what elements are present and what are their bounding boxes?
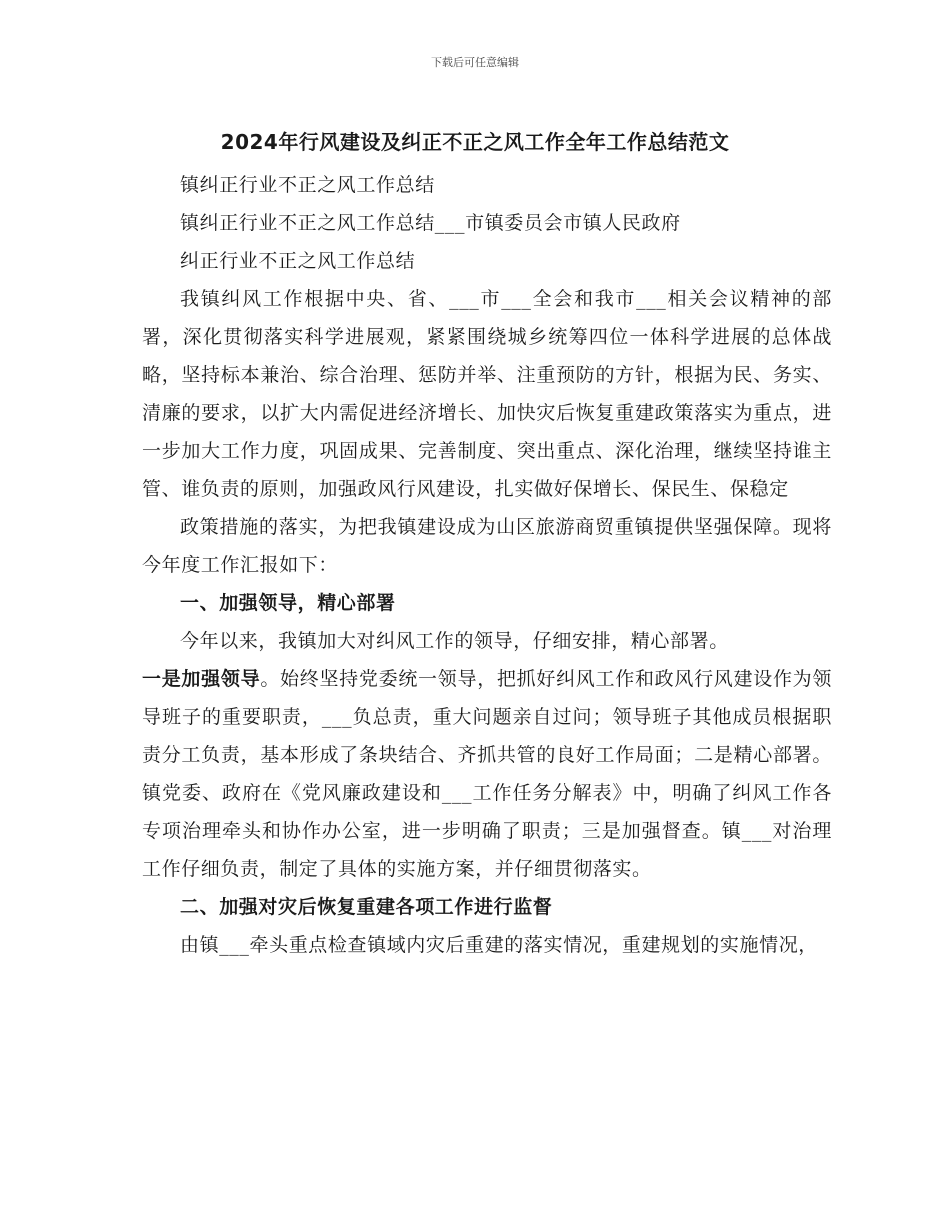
paragraph-6: 今年以来，我镇加大对纠风工作的领导，仔细安排，精心部署。 xyxy=(180,630,729,652)
document-body xyxy=(142,166,832,964)
section-heading-1: 一、加强领导，精心部署 xyxy=(180,592,396,614)
paragraph-8: 由镇___牵头重点检查镇域内灾后重建的落实情况，重建规划的实施情况， xyxy=(180,934,818,956)
paragraph-7-lead: 一是加强领导 xyxy=(142,668,261,690)
paragraph-7-text: 。始终坚持党委统一领导，把抓好纠风工作和政风行风建设作为领导班子的重要职责，___负总责，重大问题亲自过问；领导班子其他成员根据职责分工负责，基本形成了条块结合、齐抓共管的良好工作局面；二是精心部署。镇党委、政府在《党风廉政建设和___工作任务分解表》中，明确了纠风工作各专项治理牵头和协作办公室，进一步明确了职责；三是加强督查。镇___对治理工作仔细负责，制定了具体的实施方案，并仔细贯彻落实。 xyxy=(142,668,832,880)
paragraph-4: 我镇纠风工作根据中央、省、___市___全会和我市___相关会议精神的部署，深化贯彻落实科学进展观，紧紧围绕城乡统筹四位一体科学进展的总体战略，坚持标本兼治、综合治理、惩防并举、注重预防的方针，根据为民、务实、清廉的要求，以扩大内需促进经济增长、加快灾后恢复重建政策落实为重点，进一步加大工作力度，巩固成果、完善制度、突出重点、深化治理，继续坚持谁主管、谁负责的原则，加强政风行风建设，扎实做好保增长、保民生、保稳定 xyxy=(142,288,832,500)
section-heading-2: 二、加强对灾后恢复重建各项工作进行监督 xyxy=(180,896,553,918)
paragraph-3: 纠正行业不正之风工作总结 xyxy=(180,250,416,272)
paragraph-7 xyxy=(142,660,832,888)
paragraph-1: 镇纠正行业不正之风工作总结 xyxy=(180,174,435,196)
header-note: 下载后可任意编辑 xyxy=(431,56,519,69)
paragraph-5: 政策措施的落实，为把我镇建设成为山区旅游商贸重镇提供坚强保障。现将今年度工作汇报如下： xyxy=(142,516,832,576)
document-title: 2024年行风建设及纠正不正之风工作全年工作总结范文 xyxy=(220,130,730,154)
paragraph-2: 镇纠正行业不正之风工作总结___市镇委员会市镇人民政府 xyxy=(180,212,681,234)
